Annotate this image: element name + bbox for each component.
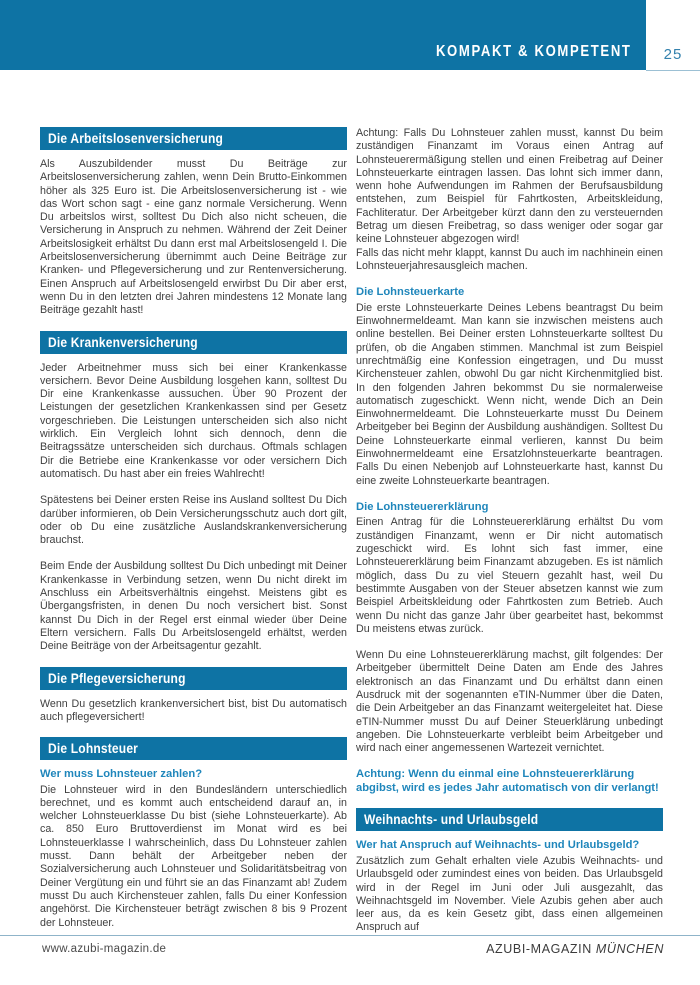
article-content <box>40 127 663 948</box>
right-column <box>356 127 663 948</box>
paragraph-auslandsreise: Spätestens bei Deiner ersten Reise ins Ausland solltest Du Dich darüber informieren, ob Dein Versicherungsschutz auch dort gilt, oder ob Du eine zusätzliche Auslandskrankenversicherung brauchst. <box>40 494 347 547</box>
section-header-text: Die Arbeitslosenversicherung <box>48 130 223 146</box>
footer-rule <box>0 935 700 936</box>
notice-achtung-lohnsteuererklaerung: Achtung: Wenn du einmal eine Lohnsteuererklärung abgibst, wird es jedes Jahr automatisch von dir verlangt! <box>356 768 659 794</box>
section-header-krankenversicherung <box>40 331 347 354</box>
paragraph-weihnachts-urlaubsgeld: Zusätzlich zum Gehalt erhalten viele Azubis Weihnachts- und Urlaubsgeld oder zumindest eines von beiden. Das Urlaubsgeld wird in der Regel im Juni oder Juli ausgezahlt, das Weihnachtsgeld im November. Viele Azubis gehen aber auch leer aus, da es kein Gesetz gibt, dass einen allgemeinen Anspruch auf <box>356 854 663 934</box>
paragraph-lohnsteuer: Die Lohnsteuer wird in den Bundesländern unterschiedlich berechnet, und es kommt auch entscheidend darauf an, in welcher Lohnsteuerklasse Du bist (siehe Lohnsteuerkarte). Ab ca. 850 Euro Bruttoverdienst im Monat wird es bei Lohnsteuerklasse I wahrscheinlich, dass Du Lohnsteuer zahlen musst. Dann behält der Arbeitgeber neben der Sozialversicherung auch Lohnsteuer und Solidaritätsbeitrag von Deiner Vergütung ein und führt sie an das Finanzamt ab! Zudem musst Du auch Kirchensteuer zahlen, falls Du einer Konfession angehörst. Die Kirchensteuer beträgt zwischen 8 bis 9 Prozent der Lohnsteuer. <box>40 783 347 929</box>
subheading-anspruch-weihnachtsgeld: Wer hat Anspruch auf Weihnachts- und Urlaubsgeld? <box>356 839 640 852</box>
left-column <box>40 127 347 948</box>
paragraph-ende-ausbildung: Beim Ende der Ausbildung solltest Du Dich unbedingt mit Deiner Krankenkasse in Verbindung setzen, wenn Du nicht direkt im Anschluss ein Arbeitsverhältnis eingehst. Meistens gibt es Übergangsfristen, in denen Du noch versichert bist. Sonst kannst Du Dich in der Regel erst einmal wieder über Deine Eltern versichern. Falls Du Arbeitslosengeld erhältst, werden Deine Beiträge von der Arbeitsagentur gezahlt. <box>40 560 347 653</box>
page-number: 25 <box>663 46 683 63</box>
paragraph-jahresausgleich: Falls das nicht mehr klappt, kannst Du auch im nachhinein einen Lohnsteuerjahresausgleich machen. <box>356 246 663 272</box>
footer-magazine-name: AZUBI-MAGAZIN <box>486 942 592 956</box>
section-header-text: Die Pflegeversicherung <box>48 669 186 686</box>
paragraph-krankenkasse-wahl: Jeder Arbeitnehmer muss sich bei einer Krankenkasse versichern. Bevor Deine Ausbildung losgehen kann, solltest Du Dir eine Krankenkasse aussuchen. Über 90 Prozent der Leistungen der gesetzlichen Krankenkassen sind per Gesetz vorgeschrieben. Die Leistungen unterscheiden sich also nicht wirklich. Ein Vergleich lohnt sich dennoch, denn die Beitragssätze unterscheiden sich durchaus. Oftmals schlagen Dir die Betriebe eine Krankenkasse vor oder versichern Dich automatisch. Du hast aber ein freies Wahlrecht! <box>40 361 347 480</box>
footer-magazine <box>486 942 664 956</box>
section-header-lohnsteuer <box>40 737 347 760</box>
paragraph-arbeitslosenversicherung: Als Auszubildender musst Du Beiträge zur Arbeitslosenversicherung zahlen, wenn Dein Brutto-Einkommen höher als 325 Euro ist. Die Arbeitslosenversicherung ist - wie das Wort schon sagt - eine ganz normale Versicherung. Wenn Du arbeitslos wirst, solltest Du Dich also nicht scheuen, die Versicherung in Anspruch zu nehmen. Während der Zeit Deiner Arbeitslosigkeit erhältst Du dann erst mal Arbeitslosengeld I. Die Arbeitslosenversicherung übernimmt auch Deine Beiträge zur Kranken- und Pflegeversicherung und zur Rentenversicherung. Einen Anspruch auf Arbeitslosengeld erwirbst Du Dir aber erst, wenn Du in den letzten drei Jahren mindestens 12 Monate lang Beiträge gezahlt hast! <box>40 158 347 317</box>
section-header-pflegeversicherung <box>40 667 347 690</box>
section-header-weihnachts-urlaubsgeld <box>356 808 663 831</box>
section-header-text: Die Krankenversicherung <box>48 333 198 350</box>
header-rule <box>646 70 700 71</box>
paragraph-lohnsteuerkarte: Die erste Lohnsteuerkarte Deines Lebens beantragst Du beim Einwohnermeldeamt. Man kann sie inzwischen meistens auch online bestellen. Bei Deiner ersten Lohnsteuerkarte solltest Du prüfen, ob die Angaben stimmen. Manchmal ist zum Beispiel unrechtmäßig eine Konfession eingetragen, und Du musst Kirchensteuer zahlen, obwohl Du gar nicht Kirchenmitglied bist. In den folgenden Jahren bekommst Du sie normalerweise automatisch zugeschickt. Wenn nicht, wende Dich an Dein Einwohnermeldeamt. Die Lohnsteuerkarte musst Du Deinem Arbeitgeber bei Beginn der Ausbildung aushändigen. Solltest Du Deine Lohnsteuerkarte einmal verlieren, kannst Du beim Einwohnermeldeamt eine Ersatzlohnsteuerkarte beantragen. Falls Du einen Nebenjob auf Lohnsteuerkarte hast, kannst Du eine zweite Lohnsteuerkarte beantragen. <box>356 301 663 487</box>
paragraph-etin-nummer: Wenn Du eine Lohnsteuererklärung machst, gilt folgendes: Der Arbeitgeber übermittelt Deine Daten am Ende des Jahres elektronisch an das Finanzamt und Du erhältst dann einen Ausdruck mit der sogenannten eTIN-Nummer über die Daten, die Dein Arbeitgeber an das Finanzamt weitergeleitet hat. Diese eTIN-Nummer musst Du auf Deiner Steuerklärung unbedingt angeben. Die Lohnsteuerkarte verbleibt beim Arbeitgeber und wird nach einer angemessenen Wartezeit vernichtet. <box>356 649 663 755</box>
paragraph-lohnsteuererklaerung-antrag: Einen Antrag für die Lohnsteuererklärung erhältst Du vom zuständigen Finanzamt, wenn er Dir nicht automatisch zugeschickt wird. Es lohnt sich fast immer, eine Lohnsteuererklärung beim Finanzamt abzugeben. Es ist nämlich möglich, dass Du zu viel Steuern gezahlt hast, weil Du bestimmte Ausgaben von der Steuer absetzen kannst wie zum Beispiel Arbeitskleidung oder Fahrtkosten zum Betrieb. Auch wenn Du nicht das ganze Jahr über gearbeitet hast, bekommst Du meistens etwas zurück. <box>356 516 663 635</box>
footer-magazine-city: MÜNCHEN <box>595 942 664 956</box>
section-header-text: Die Lohnsteuer <box>48 740 139 757</box>
paragraph-lohnsteuerermaessigung: Achtung: Falls Du Lohnsteuer zahlen musst, kannst Du beim zuständigen Finanzamt im Voraus einen Antrag auf Lohnsteuerermäßigung stellen und einen Freibetrag auf Deiner Lohnsteuerkarte eintragen lassen. Das lohnt sich immer dann, wenn hohe Aufwendungen im Rahmen der Berufsausbildung entstehen, zum Beispiel für Fahrtkosten, Arbeitskleidung, Fachliteratur. Der Arbeitgeber kürzt dann den zu versteuernden Betrag um diesen Freibetrag, so dass weniger oder sogar gar keine Lohnsteuer abgezogen wird! <box>356 127 663 246</box>
header-banner <box>0 0 646 70</box>
subheading-wer-muss-lohnsteuer-zahlen: Wer muss Lohnsteuer zahlen? <box>40 768 203 781</box>
section-header-text: Weihnachts- und Urlaubsgeld <box>364 811 539 828</box>
paragraph-pflegeversicherung: Wenn Du gesetzlich krankenversichert bist, bist Du automatisch auch pflegeversichert! <box>40 697 347 723</box>
header-banner-title: KOMPAKT & KOMPETENT <box>436 43 632 60</box>
subheading-lohnsteuererklaerung: Die Lohnsteuererklärung <box>356 500 489 513</box>
section-header-arbeitslosenversicherung <box>40 127 347 150</box>
footer-website: www.azubi-magazin.de <box>42 943 167 955</box>
subheading-lohnsteuerkarte: Die Lohnsteuerkarte <box>356 286 465 299</box>
